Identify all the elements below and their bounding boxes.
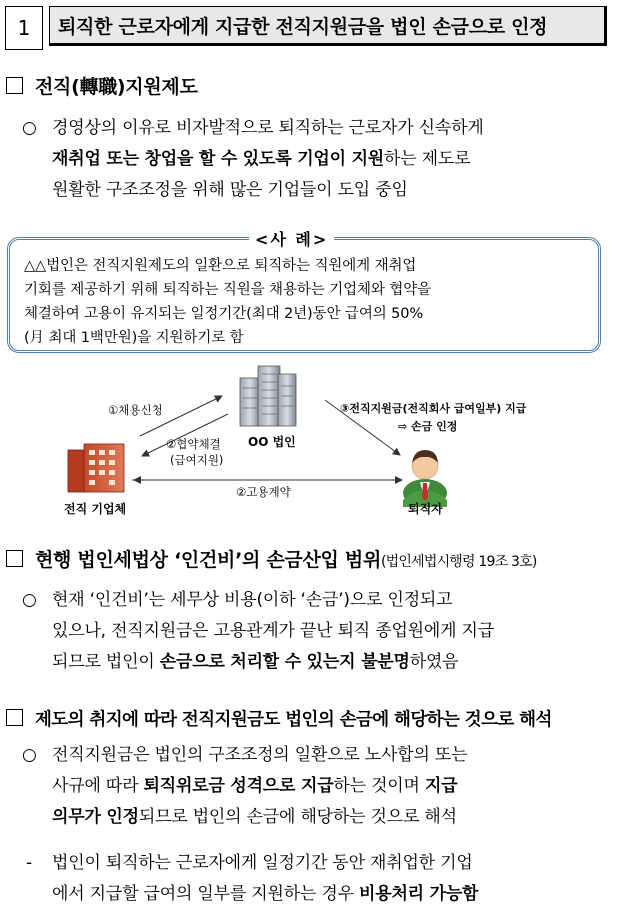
company-label: 전직 기업체 <box>64 502 127 516</box>
section3-heading-text: 제도의 취지에 따라 전직지원금도 법인의 손금에 해당하는 것으로 해석 <box>35 710 552 730</box>
section1-heading-text: 전직(轉職)지원제도 <box>35 76 198 98</box>
section3-subparagraph <box>26 848 479 910</box>
step3-label: ③전직지원금(전직회사 급여일부) 지급 <box>340 402 527 415</box>
text-line: 있으나, 전직지원금은 고용관계가 끝난 퇴직 종업원에게 지급 <box>52 621 494 641</box>
retiree-person-icon <box>403 450 447 507</box>
section2-heading-ref: (법인세법시행령 19조 3호) <box>381 554 537 570</box>
text-line: 경영상의 이유로 비자발적으로 퇴직하는 근로자가 신속하게 <box>52 118 484 138</box>
step3b-label: ⇨ 손금 인정 <box>398 420 458 433</box>
step1-label: ①채용신청 <box>108 403 163 417</box>
case-line: (月 최대 1백만원)을 지원하기로 함 <box>24 330 244 346</box>
square-bullet-icon <box>6 550 23 567</box>
section3-paragraph <box>22 740 468 833</box>
text-line: 현재 ‘인건비’는 세무상 비용(이하 ‘손금’)으로 인정되고 <box>52 590 453 610</box>
section3-heading <box>6 706 552 731</box>
case-frame <box>7 237 601 353</box>
text-line: 사규에 따라 퇴직위로금 성격으로 지급하는 것이며 지급 <box>52 776 458 796</box>
section2-heading-text: 현행 법인세법상 ‘인건비’의 손금산입 범위 <box>35 549 382 571</box>
circle-bullet: ○ <box>22 590 37 610</box>
step2c-label: ②고용계약 <box>236 485 291 499</box>
page-title: 퇴직한 근로자에게 지급한 전직지원금을 법인 손금으로 인정 <box>49 6 607 46</box>
case-text <box>24 254 431 350</box>
text-line: 재취업 또는 창업을 할 수 있도록 기업이 지원하는 제도로 <box>52 149 471 169</box>
section-number: 1 <box>5 6 43 50</box>
text-line: 되므로 법인이 손금으로 처리할 수 있는지 불분명하였음 <box>52 652 459 672</box>
text-line: 전직지원금은 법인의 구조조정의 일환으로 노사합의 또는 <box>52 745 468 765</box>
case-line: 체결하여 고용이 유지되는 일정기간(최대 2년)동안 급여의 50% <box>24 306 424 322</box>
square-bullet-icon <box>6 77 23 94</box>
case-line: 기회를 제공하기 위해 퇴직하는 직원을 채용하는 기업체와 협약을 <box>24 282 432 298</box>
step2b-label: (급여지원) <box>170 453 224 467</box>
text-line: 에서 지급할 급여의 일부를 지원하는 경우 비용처리 가능함 <box>52 884 479 904</box>
retiree-label: 퇴직자 <box>408 502 443 516</box>
section2-heading <box>6 545 536 572</box>
dash-bullet: - <box>26 853 32 873</box>
circle-bullet: ○ <box>22 745 37 765</box>
section1-heading <box>6 72 198 99</box>
case-line: △△법인은 전직지원제도의 일환으로 퇴직하는 직원에게 재취업 <box>24 258 417 274</box>
section2-paragraph <box>22 585 494 678</box>
step2a-label: ②협약체결 <box>166 437 221 451</box>
text-line: 의무가 인정되므로 법인의 손금에 해당하는 것으로 해석 <box>52 807 457 827</box>
square-bullet-icon <box>6 709 23 726</box>
text-line: 법인이 퇴직하는 근로자에게 일정기간 동안 재취업한 기업 <box>52 853 473 873</box>
text-line: 원활한 구조조정을 위해 많은 기업들이 도입 중임 <box>52 180 408 200</box>
circle-bullet: ○ <box>22 118 37 138</box>
case-example-box <box>7 231 607 353</box>
case-label: <사 례> <box>249 227 334 250</box>
company-building-icon <box>68 444 124 492</box>
corp-label: OO 법인 <box>248 435 296 449</box>
diagram-svg <box>40 360 580 520</box>
section1-paragraph <box>22 113 484 206</box>
flow-diagram <box>40 360 580 520</box>
corporation-building-icon <box>240 366 296 426</box>
header <box>5 6 610 50</box>
